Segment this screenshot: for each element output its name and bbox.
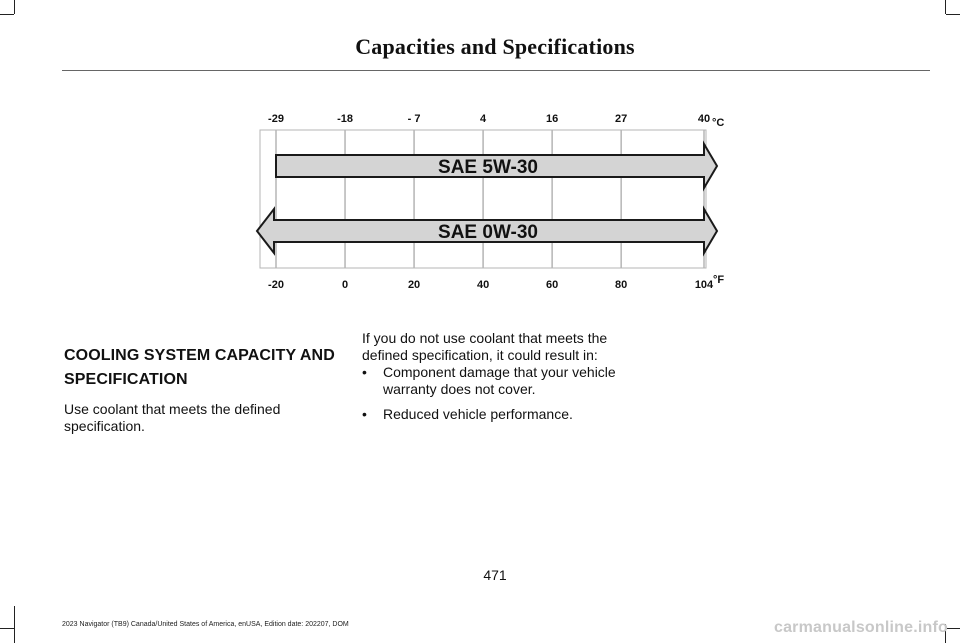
page-number: 471 xyxy=(483,567,507,583)
fahrenheit-tick-label: 0 xyxy=(341,279,349,291)
warning-paragraph: If you do not use coolant that meets the defined specification, it could result in: xyxy=(362,330,608,363)
fahrenheit-tick-label: -20 xyxy=(268,279,284,291)
consequence-list xyxy=(362,364,642,431)
celsius-tick-label: 40 xyxy=(697,113,711,125)
fahrenheit-tick-label: 104 xyxy=(694,279,714,291)
section-heading xyxy=(64,344,354,392)
celsius-tick-label: 4 xyxy=(480,113,487,125)
list-item-text: Reduced vehicle performance. xyxy=(383,406,573,422)
list-item xyxy=(362,364,642,398)
viscosity-bands xyxy=(257,144,717,253)
list-item xyxy=(362,406,642,423)
intro-paragraph: Use coolant that meets the defined specification. xyxy=(64,401,281,434)
fahrenheit-tick-label: 80 xyxy=(615,279,628,291)
fahrenheit-tick-label: 40 xyxy=(476,279,490,291)
fahrenheit-tick-label: 60 xyxy=(546,279,559,291)
celsius-tick-label: - 7 xyxy=(407,113,421,125)
fahrenheit-scale xyxy=(268,279,714,291)
chart-grid xyxy=(276,130,704,268)
celsius-tick-label: 16 xyxy=(546,113,559,125)
bullet-glyph: • xyxy=(362,364,367,380)
celsius-tick-label: -18 xyxy=(337,113,353,125)
list-item-text: Component damage that your vehicle warranty does not cover. xyxy=(383,364,616,397)
fahrenheit-tick-label: 20 xyxy=(407,279,421,291)
crop-mark xyxy=(0,628,14,629)
crop-mark xyxy=(14,606,15,643)
edition-footer: 2023 Navigator (TB9) Canada/United States of America, enUSA, Edition date: 202207, DOM xyxy=(62,621,349,628)
viscosity-band-label: SAE 0W-30 xyxy=(438,222,538,243)
celsius-scale xyxy=(268,113,710,125)
celsius-tick-label: -29 xyxy=(268,113,284,125)
celsius-tick-label: 27 xyxy=(615,113,628,125)
bullet-glyph: • xyxy=(362,406,367,422)
fahrenheit-unit: °F xyxy=(713,274,725,286)
page-title: Capacities and Specifications xyxy=(355,34,635,59)
viscosity-band-label: SAE 5W-30 xyxy=(438,157,538,178)
section-heading-line: COOLING SYSTEM CAPACITY AND xyxy=(64,347,335,364)
crop-mark xyxy=(946,628,960,629)
celsius-unit: °C xyxy=(712,117,725,129)
watermark: carmanualsonline.info xyxy=(773,619,948,636)
viscosity-temperature-chart xyxy=(0,0,960,300)
section-heading-line: SPECIFICATION xyxy=(64,371,188,388)
